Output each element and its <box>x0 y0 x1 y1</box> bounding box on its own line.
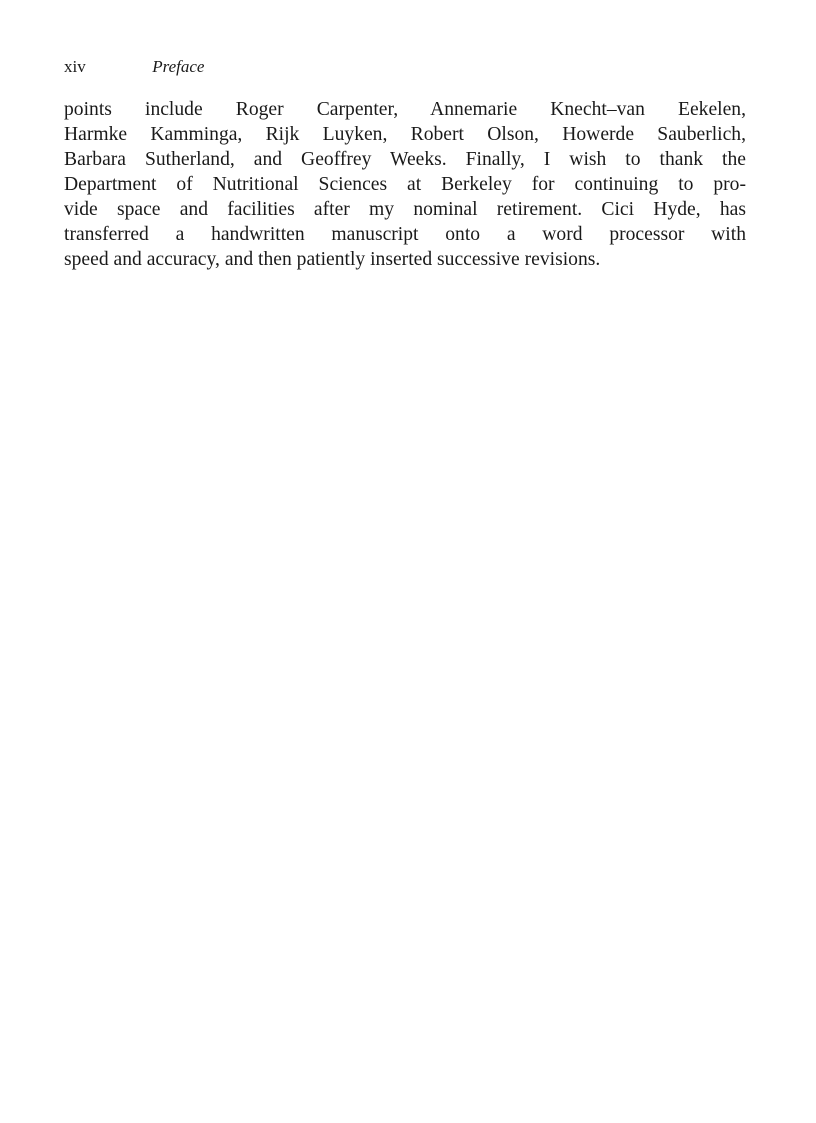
paragraph-line: vide space and facilities after my nominal retirement. Cici Hyde, has <box>64 199 746 220</box>
page-number: xiv <box>64 57 86 76</box>
paragraph-line: Harmke Kamminga, Rijk Luyken, Robert Olson, Howerde Sauberlich, <box>64 124 746 145</box>
paragraph-line: transferred a handwritten manuscript onto a word processor with <box>64 224 746 245</box>
paragraph-line: Barbara Sutherland, and Geoffrey Weeks. Finally, I wish to thank the <box>64 149 746 170</box>
paragraph-line: points include Roger Carpenter, Annemarie Knecht–van Eekelen, <box>64 99 746 120</box>
paragraph-line: speed and accuracy, and then patiently inserted successive revisions. <box>64 249 601 270</box>
preface-paragraph <box>64 97 746 272</box>
running-head <box>64 56 204 78</box>
paragraph-line: Department of Nutritional Sciences at Berkeley for continuing to pro- <box>64 174 746 195</box>
section-title: Preface <box>152 57 205 76</box>
